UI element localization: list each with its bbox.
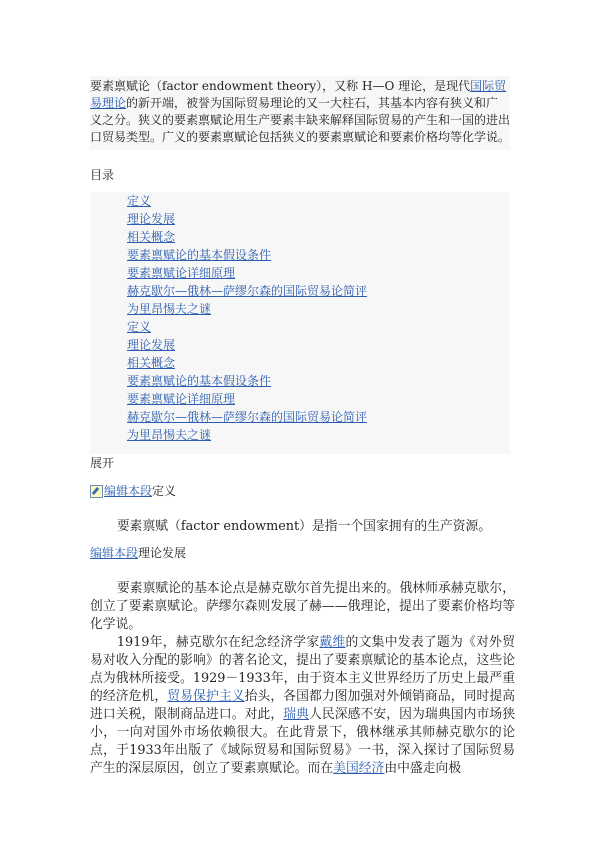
edit-section-link[interactable]: 编辑本段 bbox=[104, 484, 153, 498]
toc-item bbox=[90, 246, 510, 264]
toc-item bbox=[90, 336, 510, 354]
section-title: 定义 bbox=[152, 484, 177, 498]
toc-link[interactable]: 定义 bbox=[127, 194, 152, 208]
toc-link[interactable]: 要素禀赋论的基本假设条件 bbox=[127, 374, 272, 388]
text-run: 抬头，各国都力图加强对外倾销商品，同时提高进口关税，限制商品进口。对此， bbox=[90, 689, 516, 722]
definition-paragraph: 要素禀赋（factor endowment）是指一个国家拥有的生产资源。 bbox=[116, 519, 492, 534]
text-run: 1919年，赫克歇尔在纪念经济学家 bbox=[116, 635, 320, 650]
toc-item bbox=[90, 210, 510, 228]
text-run: 人民深感不安，因为瑞典国内市场狭小，一向对国外市场依赖很大。在此背景下，俄林继承其师赫克歇尔的论点，于1933年出版了《域际贸易和国际贸易》一书，深入探讨了国际贸易产生的深层原因，创立了要素禀赋论。而在 bbox=[90, 707, 516, 776]
edit-icon[interactable] bbox=[90, 485, 103, 498]
toc-link[interactable]: 赫克歇尔—俄林—萨缪尔森的国际贸易论简评 bbox=[127, 284, 368, 298]
section-heading-development bbox=[90, 544, 186, 562]
text-run: 由中盛走向极 bbox=[384, 761, 462, 776]
text-run: 的文集中发表了题为《对外贸易对收入分配的影响》的著名论文，提出了要素禀赋论的基本论点，这些论点为俄林所接受。1929－1933年，由于资本主义世界经历了历史上最严重的经济危机， bbox=[90, 635, 516, 704]
toc-item bbox=[90, 300, 510, 318]
toc-item bbox=[90, 426, 510, 444]
intro-block bbox=[90, 76, 510, 150]
development-paragraph-2 bbox=[90, 634, 515, 778]
link-us-economy[interactable]: 美国经济 bbox=[333, 761, 385, 776]
toc-link[interactable]: 定义 bbox=[127, 320, 152, 334]
intro-text-rest: 的新开端，被誉为国际贸易理论的又一大柱石，其基本内容有狭义和广义之分。狭义的要素禀赋论用生产要素丰缺来解释国际贸易的产生和一国的进出口贸易类型。广义的要素禀赋论包括狭义的要素禀赋论和要素价格均等化学说。 bbox=[90, 96, 511, 144]
toc-link[interactable]: 相关概念 bbox=[127, 356, 176, 370]
edit-section-link[interactable]: 编辑本段 bbox=[90, 546, 139, 560]
toc-item bbox=[90, 390, 510, 408]
section-heading-definition bbox=[90, 482, 176, 500]
toc-item bbox=[90, 282, 510, 300]
toc-link[interactable]: 为里昂惕夫之谜 bbox=[127, 428, 212, 442]
link-david[interactable]: 戴维 bbox=[319, 635, 346, 650]
toc-item bbox=[90, 192, 510, 210]
toc-link[interactable]: 赫克歇尔—俄林—萨缪尔森的国际贸易论简评 bbox=[127, 410, 368, 424]
link-international-trade-theory[interactable]: 国际贸易理论 bbox=[90, 79, 507, 110]
table-of-contents bbox=[90, 192, 510, 454]
expand-toggle[interactable]: 展开 bbox=[90, 456, 115, 470]
toc-link[interactable]: 要素禀赋论详细原理 bbox=[127, 392, 236, 406]
toc-link[interactable]: 要素禀赋论详细原理 bbox=[127, 266, 236, 280]
section-title: 理论发展 bbox=[138, 546, 187, 560]
link-sweden[interactable]: 瑞典 bbox=[283, 707, 309, 722]
intro-text-start: 要素禀赋论（factor endowment theory），又称 H—O 理论，是现代 bbox=[90, 79, 471, 93]
toc-item bbox=[90, 228, 510, 246]
toc-item bbox=[90, 318, 510, 336]
toc-link[interactable]: 理论发展 bbox=[127, 212, 176, 226]
toc-label: 目录 bbox=[90, 168, 115, 182]
toc-item bbox=[90, 372, 510, 390]
toc-link[interactable]: 要素禀赋论的基本假设条件 bbox=[127, 248, 272, 262]
toc-item bbox=[90, 408, 510, 426]
toc-link[interactable]: 理论发展 bbox=[127, 338, 176, 352]
link-trade-protectionism[interactable]: 贸易保护主义 bbox=[167, 689, 245, 704]
toc-item bbox=[90, 264, 510, 282]
toc-item bbox=[90, 354, 510, 372]
intro-paragraph bbox=[90, 78, 510, 146]
toc-link[interactable]: 相关概念 bbox=[127, 230, 176, 244]
toc-link[interactable]: 为里昂惕夫之谜 bbox=[127, 302, 212, 316]
development-paragraph-1: 要素禀赋论的基本论点是赫克歇尔首先提出来的。俄林师承赫克歇尔，创立了要素禀赋论。萨缪尔森则发展了赫——俄理论，提出了要素价格均等化学说。 bbox=[90, 581, 515, 632]
